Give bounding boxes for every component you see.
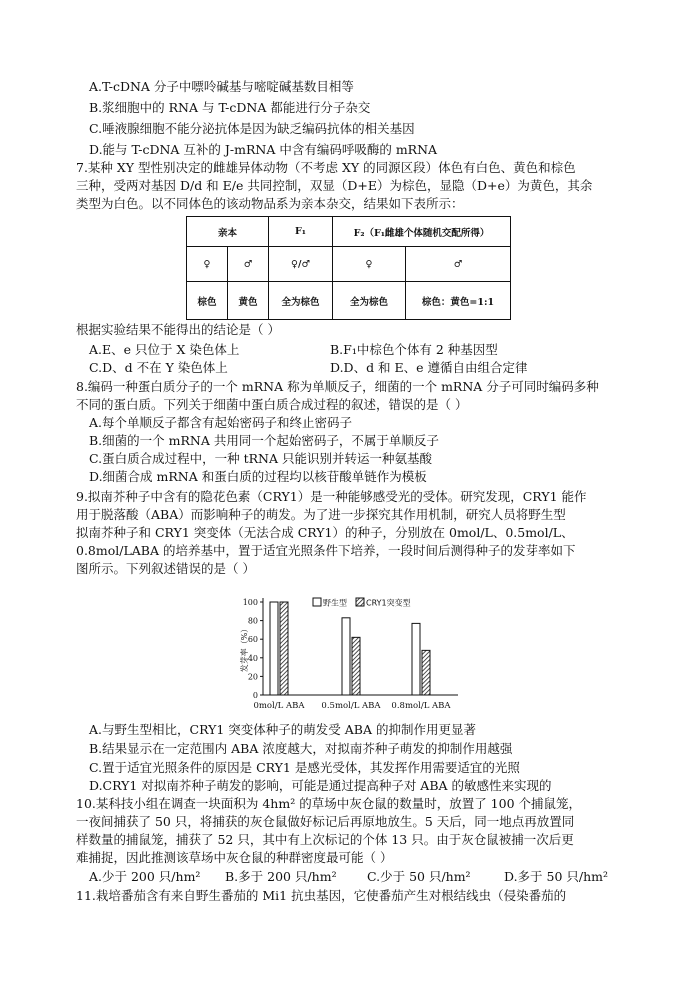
bar-cry1-mutant <box>280 602 288 695</box>
parent-female-color: 棕色 <box>187 282 228 320</box>
q7-stem-line: 类型为白色。以不同体色的该动物品系为亲本杂交，结果如下表所示： <box>76 196 464 211</box>
q9-option-c: C.置于适宜光照条件的原因是 CRY1 是感光受体，其发挥作用需要适宜的光照 <box>89 760 520 775</box>
q10-option-b: B.多于 200 只/hm² <box>225 869 337 884</box>
f2-female-color: 全为棕色 <box>333 282 406 320</box>
f1-color: 全为棕色 <box>269 282 333 320</box>
q6-option-d: D.能与 T-cDNA 互补的 J-mRNA 中含有编码呼吸酶的 mRNA <box>89 142 438 157</box>
y-tick-label: 80 <box>247 616 258 626</box>
q9-stem-line: 0.8mol/LABA 的培养基中，置于适宜光照条件下培养，一段时间后测得种子的发芽率如下 <box>76 543 576 558</box>
f2-female-symbol: ♀ <box>333 247 406 282</box>
q6-option-b: B.浆细胞中的 RNA 与 T-cDNA 都能进行分子杂交 <box>89 100 371 115</box>
q8-option-c: C.蛋白质合成过程中，一种 tRNA 只能识别并转运一种氨基酸 <box>89 451 432 466</box>
q10-stem-line: 10.某科技小组在调查一块面积为 4hm² 的草场中灰仓鼠的数量时，放置了 100 个捕鼠笼， <box>76 796 582 811</box>
q10-option-a: A.少于 200 只/hm² <box>89 869 201 884</box>
q7-question: 根据实验结果不能得出的结论是（ ） <box>76 322 280 337</box>
q8-option-d: D.细菌合成 mRNA 和蛋白质的过程均以核苷酸单链作为模板 <box>89 469 427 484</box>
y-tick-label: 60 <box>247 635 258 645</box>
y-tick-label: 20 <box>247 672 258 682</box>
q11-stem-line: 11.栽培番茄含有来自野生番茄的 Mi1 抗虫基因，它使番茄产生对根结线虫（侵染番茄的 <box>76 888 567 903</box>
parent-female-symbol: ♀ <box>187 247 228 282</box>
legend-swatch-wild <box>313 598 321 606</box>
table-header-f1: F₁ <box>269 217 333 247</box>
q9-option-b: B.结果显示在一定范围内 ABA 浓度越大，对拟南芥种子萌发的抑制作用越强 <box>89 741 513 756</box>
q9-stem-line: 用于脱落酸（ABA）而影响种子的萌发。为了进一步探究其作用机制，研究人员将野生型 <box>76 507 566 522</box>
x-tick-label: 0.8mol/L ABA <box>391 701 451 711</box>
parent-male-symbol: ♂ <box>228 247 269 282</box>
table-header-f2: F₂（F₁雌雄个体随机交配所得） <box>333 217 511 247</box>
x-tick-label: 0mol/L ABA <box>253 701 305 711</box>
q8-stem-line: 8.编码一种蛋白质分子的一个 mRNA 称为单顺反子，细菌的一个 mRNA 分子可同时编码多种 <box>76 379 599 394</box>
q10-stem-line: 一夜间捕获了 50 只，将捕获的灰仓鼠做好标记后再原地放生。5 天后，同一地点再放置同 <box>76 814 575 829</box>
q10-stem-line: 难捕捉，因此推测该草场中灰仓鼠的种群密度最可能（ ） <box>76 850 393 865</box>
f2-male-ratio: 棕色：黄色=1:1 <box>406 282 511 320</box>
q7-stem-line: 7.某种 XY 型性别决定的雌雄异体动物（不考虑 XY 的同源区段）体色有白色、黄色和棕色 <box>76 160 576 175</box>
y-axis-label: 发芽率（%） <box>240 624 249 673</box>
f2-male-symbol: ♂ <box>406 247 511 282</box>
q10-option-c: C.少于 50 只/hm² <box>367 869 471 884</box>
q9-stem-line: 拟南芥种子和 CRY1 突变体（无法合成 CRY1）的种子，分别放在 0mol/L、0.5mol/L、 <box>76 525 574 540</box>
germination-rate-chart <box>225 588 465 718</box>
cross-result-table <box>186 216 511 320</box>
q8-stem-line: 不同的蛋白质。下列关于细菌中蛋白质合成过程的叙述，错误的是（ ） <box>76 397 468 412</box>
q9-option-d: D.CRY1 对拟南芥种子萌发的影响，可能是通过提高种子对 ABA 的敏感性来实现的 <box>89 778 552 793</box>
q6-option-c: C.唾液腺细胞不能分泌抗体是因为缺乏编码抗体的相关基因 <box>89 121 415 136</box>
parent-male-color: 黄色 <box>228 282 269 320</box>
legend-swatch-mutant <box>356 598 364 606</box>
q7-stem-line: 三种，受两对基因 D/d 和 E/e 共同控制，双显（D+E）为棕色，显隐（D+e）为黄色，其余 <box>76 178 593 193</box>
y-tick-label: 0 <box>252 691 258 700</box>
q7-option-a: A.E、e 只位于 X 染色体上 <box>89 342 240 357</box>
table-header-parent: 亲本 <box>187 217 269 247</box>
bar-cry1-mutant <box>352 637 360 695</box>
q9-option-a: A.与野生型相比，CRY1 突变体种子的萌发受 ABA 的抑制作用更显著 <box>89 722 476 737</box>
q8-option-b: B.细菌的一个 mRNA 共用同一个起始密码子，不属于单顺反子 <box>89 433 439 448</box>
f1-sex-symbol: ♀/♂ <box>269 247 333 282</box>
q7-option-b: B.F₁中棕色个体有 2 种基因型 <box>330 342 498 357</box>
bar-wild-type <box>412 623 420 695</box>
legend-label-mutant: CRY1突变型 <box>366 598 411 608</box>
y-tick-label: 100 <box>242 598 258 607</box>
q10-option-d: D.多于 50 只/hm² <box>504 869 609 884</box>
q9-stem-line: 图所示。下列叙述错误的是（ ） <box>76 561 255 576</box>
x-tick-label: 0.5mol/L ABA <box>321 701 381 711</box>
q6-option-a: A.T-cDNA 分子中嘌呤碱基与嘧啶碱基数目相等 <box>89 79 354 94</box>
y-tick-label: 40 <box>247 653 258 663</box>
bar-cry1-mutant <box>422 650 430 695</box>
q7-option-c: C.D、d 不在 Y 染色体上 <box>89 360 228 375</box>
q10-stem-line: 样数量的捕鼠笼，捕获了 52 只，其中有上次标记的个体 13 只。由于灰仓鼠被捕一次后更 <box>76 832 574 847</box>
bar-wild-type <box>270 602 278 695</box>
legend-label-wild: 野生型 <box>323 598 347 608</box>
q7-option-d: D.D、d 和 E、e 遵循自由组合定律 <box>330 360 528 375</box>
q8-option-a: A.每个单顺反子都含有起始密码子和终止密码子 <box>89 415 353 430</box>
bar-wild-type <box>342 618 350 695</box>
q9-stem-line: 9.拟南芥种子中含有的隐花色素（CRY1）是一种能够感受光的受体。研究发现，CRY1 能作 <box>76 489 587 504</box>
